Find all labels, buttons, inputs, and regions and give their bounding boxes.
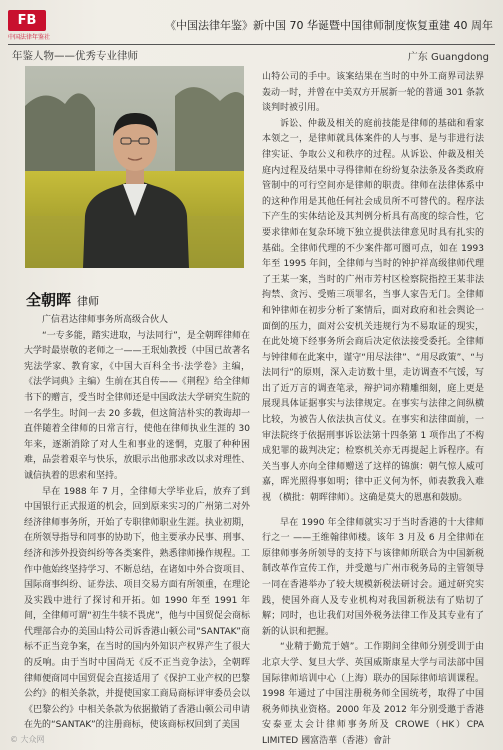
watermark: © 大众网 [10, 735, 45, 744]
paragraph: “业精于勤荒于嬉”。工作期间全律师分别受训于由北京大学、复旦大学、英国威斯康星大学与司法部中国国际律师培训中心（上海）联办的国际律师培训课程。1998 年通过了中国注册税务师全国统考，取得了中国税务师执业资格。2000 年及 2012 年分别受邀于香港安泰亚太会计律师事务所及 CROWE（HK）CPA LIMITED 國富浩華（香港）會計 [262, 642, 484, 746]
section-label: 年鉴人物——优秀专业律师 [12, 50, 138, 62]
paragraph: 广信君达律师事务所高级合伙人 [42, 315, 169, 325]
paragraph: 早在 1990 年全律师就实习于当时香港的十大律师行之一 ——王维翰律师楼。该年 3 月及 6 月全律师在原律师事务所领导的支持下与该律师所联合为中国新税制改革作宣传工作，并受邀与广州市税务局的主管领导一同在香港举办了较大规模新税法研讨会。通过研究实践，使国外商人及专业机构对我国新税法有了贴切了解；同时，也让我们对国外税务法律工作及其专业有了新的认识和把握。 [262, 517, 484, 637]
region-label: 广东 Guangdong [407, 52, 489, 63]
paragraph: 山特公司的手中。该案结果在当时的中外工商界司法界轰动一时，并曾在中美双方开展新一轮的普通 301 条款谈判时被引用。 [262, 72, 484, 114]
paragraph-gap [262, 507, 484, 516]
portrait-illustration [25, 66, 244, 268]
logo-mark: FB [8, 10, 46, 31]
right-column-text [262, 70, 484, 750]
header-title: 《中国法律年鉴》新中国 70 华诞暨中国律师制度恢复重建 40 周年 [165, 19, 493, 32]
person-name [26, 289, 99, 310]
paragraph: 诉讼、仲裁及相关的庭前技能是律师的基础和看家本领之一，是律师就具体案件的人与事、是与非进行法律实证、争取公义和秩序的过程。从诉讼、仲裁及相关庭内过程及结果中寻得律师在纷纷复杂法条及各类政府管制中的可行空间亦是律师的职责。律师在法律体系中的这种作用是其他任何社会成员所不可替代的。程序法下产生的实体结论及其判例分析具有高度的综合性，它要求律师在复杂环境下独立提供法律意见时具有扎实的基础。全律师代理的不少案件都可圈可点，如在 1993 年至 1995 年间，全律师与当时的钟护祥高级律师代理了王某一案，当时的广州市芳村区检察院指控王某非法拘禁、贪污、受贿三项罪名，当事人家告无门。全律师和钟律师在初步分析了案情后，面对政府和社会舆论一面倒的压力，面对公安机关违规行为不易取证的现实，在此处境下经事务所会商后决定依法接受委托。全律师与钟律师在此案中，谨守“用尽法律”、“用尽政策”、“与法同行”的原则，深入走访数十里，走访调查不气馁，写出了近万言的调查笔录，辩护词亦精雕细刻，庭上更是展现具体证据事实与法律规定。在事实与法律之间纵横比较，为被告人依法执言仗义。在事实和法律面前，一审法院终于依据刑事诉讼法第十四条第 1 项作出了不构成犯罪的裁判决定；检察机关亦无再提起上诉程序。有关当事人亦向全律师赠送了这样的锦旗：朝气惊人威可嘉，晖光照得事如明；律中正义何为怀，师表教我入难视 （横批：朝晖律师）。这确是莫大的恩惠和鼓励。 [262, 118, 484, 504]
portrait-photo [25, 66, 244, 268]
header-rule [8, 44, 495, 45]
publisher-logo [8, 10, 54, 42]
person-name-text: 全朝晖 [26, 291, 72, 309]
paragraph: “一专多能，踏实进取，与法同行”，是全朝晖律师在大学时最崇敬的老师之一——王珉灿教授（中国已故著名宪法学家、教育家，《中国大百科全书·法学卷》主编，《法学词典》主编）生前在其自传——《荆程》给全律师书下的赠言，受当时全律师还是中国政法大学研究生院的一名学生。时间一去 20 多载，但这简洁朴实的教诲却一直伴随着全律师的日常言行，使他在律师执业生涯的 30 年来，逐渐消除了对人生和事业的迷惘，克服了种种困难，品尝着艰辛与快乐，放眼示出他那求改以求对理性、诚信执着的思索和坚持。 [24, 330, 250, 481]
logo-subtitle: 中国法律年鉴社 [8, 34, 51, 41]
person-role: 律师 [77, 295, 100, 308]
left-column-text [24, 313, 250, 734]
paragraph: 早在 1988 年 7 月，全律师大学毕业后，放弃了到中国银行正式报道的机会，回到原来实习的广州第二对外经济律师事务所，开始了专职律师职业生涯。执业初期，在所领导指导和同事的协助下，他主要承办民事、刑事、经济和涉外投资纠纷等各类案件，熟悉律师操作规程。工作中他始终坚持学习、不断总结，在诸如中外合资项目、国际商事纠纷、证券法、项目交易方面有所领重，在理论及实践中进行了探讨和开拓。如 1990 年至 1991 年间，全律师可谓“初生牛犊不畏虎”，他与中国贸促会商标代理部合办的美国山特公司诉香港山顿公司“SANTAK”商标不正当竞争案，在当时的国内外知识产权界产生了很大的反响。由于当时中国尚无《反不正当竞争法》，全朝晖律师便商同中国贸促会直接适用了《保护工业产权的巴黎公约》的相关条款，并提使国家工商局商标评审委员会以《巴黎公约》中相关条款为依据撤销了香港山顿公司申请在先的“SANTAK”的注册商标，使该商标权回到了美国 [24, 486, 250, 731]
